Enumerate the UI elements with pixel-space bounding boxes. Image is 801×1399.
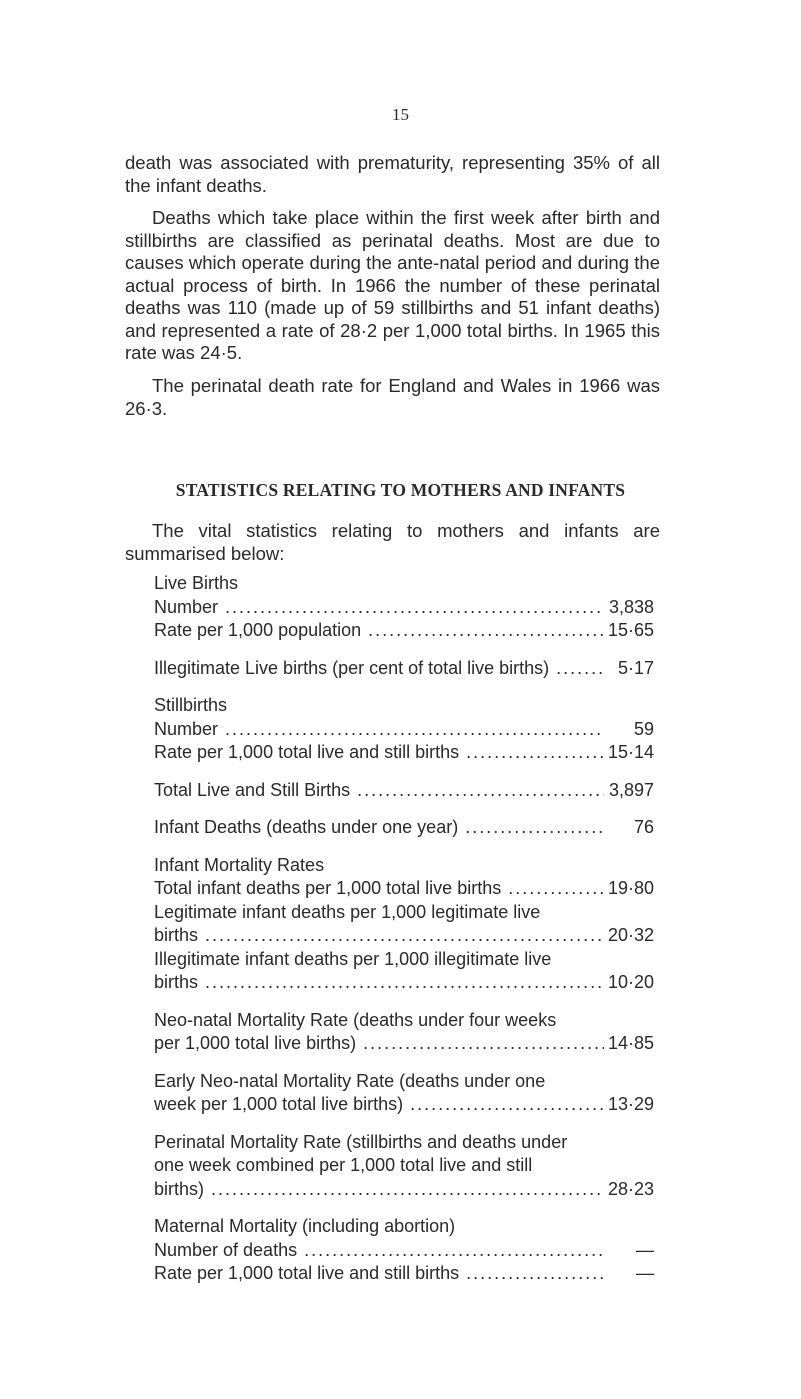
illegitimate-rate-row (154, 971, 654, 995)
stillbirths-rate-row (154, 741, 654, 765)
row-label: Rate per 1,000 total live and still births ..... (154, 1262, 604, 1286)
intro-paragraph-perinatal: Deaths which take place within the first week after birth and stillbirths are classified as perinatal deaths. Most are due to causes which operate during the ante-natal period and during the actual process of birth. In 1966 the number of these perinatal deaths was 110 (made up of 59 stillbirths and 51 infant deaths) and represented a rate of 28·2 per 1,000 total births. In 1965 this rate was 24·5. (125, 207, 660, 363)
section-lead: The vital statistics relating to mothers and infants are summarised below: (125, 520, 660, 564)
perinatal-label-line1: Perinatal Mortality Rate (stillbirths and deaths under (154, 1131, 568, 1152)
total-births-group (154, 779, 654, 803)
row-label: Number ..... (154, 718, 604, 742)
row-value: 15·65 (608, 620, 655, 640)
maternal-deaths-row (154, 1239, 654, 1263)
illegitimate-label-line1: Illegitimate infant deaths per 1,000 illegitimate live (154, 948, 552, 969)
early-neonatal-row (154, 1093, 654, 1117)
section-heading: STATISTICS RELATING TO MOTHERS AND INFANTS (175, 480, 626, 500)
row-label: week per 1,000 total live births) ..... (154, 1093, 604, 1117)
maternal-group (154, 1215, 654, 1286)
intro-paragraph-continuation: death was associated with prematurity, representing 35% of all the infant deaths. (125, 152, 660, 196)
maternal-title: Maternal Mortality (including abortion) (154, 1216, 456, 1236)
total-births-row (154, 779, 654, 803)
infant-mortality-total-row (154, 877, 654, 901)
row-value: 10·20 (608, 972, 655, 992)
row-label: births) ..... (154, 1178, 604, 1202)
neonatal-group (154, 1009, 654, 1056)
row-value: 20·32 (608, 925, 655, 945)
row-label: Total infant deaths per 1,000 total live births ..... (154, 877, 604, 901)
legitimate-row (154, 924, 654, 948)
row-label: Illegitimate Live births (per cent of total live births) ..... (154, 657, 604, 681)
live-births-number-row (154, 596, 654, 620)
stillbirths-title: Stillbirths (154, 695, 228, 715)
row-label: Rate per 1,000 total live and still births ..... (154, 741, 604, 765)
perinatal-label-line2: one week combined per 1,000 total live and still (154, 1155, 533, 1175)
row-label: Number ..... (154, 596, 604, 620)
row-value: 3,897 (608, 779, 654, 800)
live-births-title: Live Births (154, 573, 239, 593)
neonatal-row (154, 1032, 654, 1056)
row-label: Infant Deaths (deaths under one year) ..... (154, 816, 604, 840)
row-value: 28·23 (608, 1178, 655, 1199)
row-value: 19·80 (608, 878, 655, 898)
row-value: — (636, 1239, 654, 1260)
perinatal-row (154, 1178, 654, 1202)
page-number: 15 (392, 105, 409, 124)
row-label: per 1,000 total live births) ..... (154, 1032, 604, 1056)
row-value: 3,838 (608, 596, 654, 617)
maternal-rate-row (154, 1262, 654, 1286)
row-label: births ..... (154, 971, 604, 995)
early-neonatal-group (154, 1070, 654, 1117)
illegitimate-group (154, 657, 654, 681)
stillbirths-number-row (154, 718, 654, 742)
row-label: Total Live and Still Births ..... (154, 779, 604, 803)
intro-paragraph-england-wales: The perinatal death rate for England and Wales in 1966 was 26·3. (125, 375, 660, 419)
live-births-group (154, 572, 654, 643)
infant-mortality-title: Infant Mortality Rates (154, 854, 325, 875)
live-births-rate-row (154, 619, 654, 643)
row-label: births ..... (154, 924, 604, 948)
infant-deaths-group (154, 816, 654, 840)
row-value: 14·85 (608, 1033, 655, 1053)
row-label: Number of deaths ..... (154, 1239, 604, 1263)
illegitimate-row (154, 657, 654, 681)
legitimate-label-line1: Legitimate infant deaths per 1,000 legitimate live (154, 901, 541, 922)
row-value: 76 (633, 817, 654, 837)
row-value: — (636, 1263, 654, 1283)
stillbirths-group (154, 694, 654, 765)
neonatal-label-line1: Neo-natal Mortality Rate (deaths under four weeks (154, 1009, 557, 1030)
infant-deaths-row (154, 816, 654, 840)
row-label: Rate per 1,000 population ..... (154, 619, 604, 643)
row-value: 15·14 (608, 742, 655, 762)
statistics-list (154, 572, 654, 1300)
row-value: 59 (633, 718, 654, 739)
row-value: 13·29 (608, 1094, 655, 1114)
perinatal-group (154, 1131, 654, 1202)
early-neonatal-label-line1: Early Neo-natal Mortality Rate (deaths under one (154, 1070, 546, 1091)
infant-mortality-group (154, 854, 654, 995)
row-value: 5·17 (617, 657, 654, 678)
